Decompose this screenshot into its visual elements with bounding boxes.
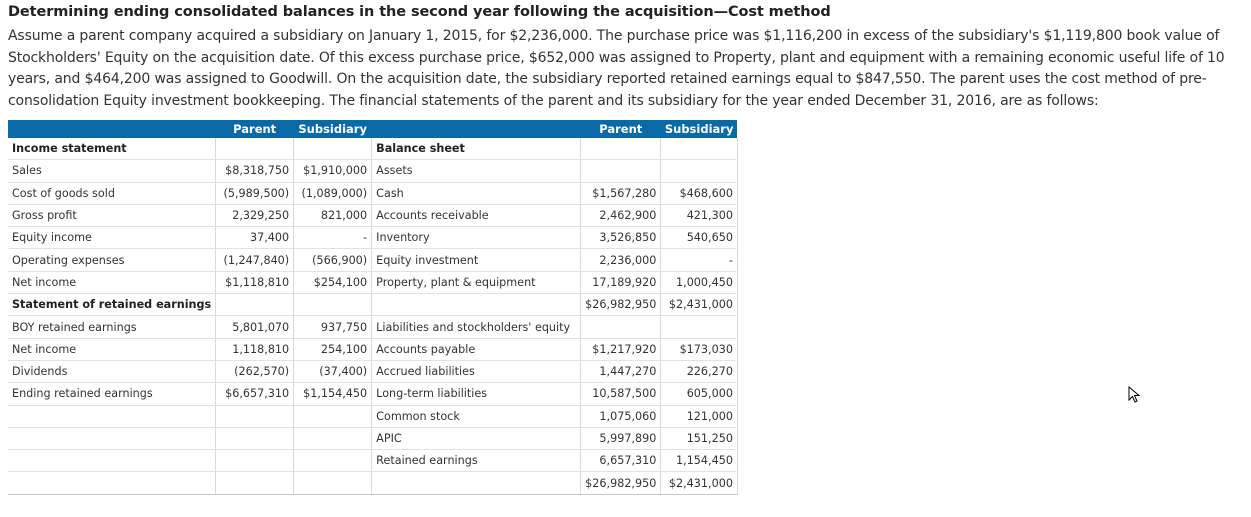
table-cell: $468,600 (661, 182, 738, 204)
table-cell: BOY retained earnings (8, 316, 216, 338)
table-row (8, 227, 737, 249)
table-cell: Inventory (372, 227, 581, 249)
table-cell (216, 472, 294, 494)
table-cell: Property, plant & equipment (372, 271, 581, 293)
table-row (8, 316, 737, 338)
table-cell: 6,657,310 (581, 450, 661, 472)
table-cell: (566,900) (294, 249, 372, 271)
table-cell (294, 427, 372, 449)
table-cell: $8,318,750 (216, 160, 294, 182)
table-cell: $2,431,000 (661, 294, 738, 316)
header-subsidiary-2: Subsidiary (661, 120, 738, 138)
table-cell: 151,250 (661, 427, 738, 449)
table-cell: 2,462,900 (581, 204, 661, 226)
table-cell: Ending retained earnings (8, 383, 216, 405)
table-cell: $26,982,950 (581, 294, 661, 316)
table-cell: Accrued liabilities (372, 360, 581, 382)
table-cell (294, 138, 372, 160)
table-cell: Cost of goods sold (8, 182, 216, 204)
table-cell: 1,000,450 (661, 271, 738, 293)
table-cell: $1,567,280 (581, 182, 661, 204)
table-cell (294, 405, 372, 427)
table-row (8, 138, 737, 160)
table-cell (581, 138, 661, 160)
table-cell: $1,217,920 (581, 338, 661, 360)
table-cell: $26,982,950 (581, 472, 661, 494)
table-cell: $254,100 (294, 271, 372, 293)
table-cell (216, 450, 294, 472)
table-cell: 937,750 (294, 316, 372, 338)
financial-statements-table (8, 120, 738, 495)
table-cell: 421,300 (661, 204, 738, 226)
table-row (8, 271, 737, 293)
table-cell (216, 405, 294, 427)
table-cell: Balance sheet (372, 138, 581, 160)
table-cell: (262,570) (216, 360, 294, 382)
table-cell (8, 427, 216, 449)
table-cell (216, 294, 294, 316)
table-cell: 226,270 (661, 360, 738, 382)
table-cell: Income statement (8, 138, 216, 160)
table-cell: 2,329,250 (216, 204, 294, 226)
table-row (8, 204, 737, 226)
table-cell: Net income (8, 271, 216, 293)
table-row (8, 450, 737, 472)
table-cell: 1,154,450 (661, 450, 738, 472)
table-cell (294, 472, 372, 494)
header-blank-right (372, 120, 581, 138)
table-cell: (37,400) (294, 360, 372, 382)
table-cell: - (661, 249, 738, 271)
table-row (8, 160, 737, 182)
table-cell: 1,447,270 (581, 360, 661, 382)
table-row (8, 338, 737, 360)
table-cell: Gross profit (8, 204, 216, 226)
header-parent-2: Parent (581, 120, 661, 138)
table-cell (216, 427, 294, 449)
table-cell (216, 138, 294, 160)
table-row (8, 294, 737, 316)
table-cell: $2,431,000 (661, 472, 738, 494)
header-parent: Parent (216, 120, 294, 138)
table-cell: Liabilities and stockholders' equity (372, 316, 581, 338)
table-cell: $1,154,450 (294, 383, 372, 405)
table-cell (581, 160, 661, 182)
table-cell: 605,000 (661, 383, 738, 405)
table-cell: 254,100 (294, 338, 372, 360)
table-cell (661, 316, 738, 338)
table-cell: 2,236,000 (581, 249, 661, 271)
table-cell: (5,989,500) (216, 182, 294, 204)
table-cell: Common stock (372, 405, 581, 427)
table-cell: - (294, 227, 372, 249)
table-cell: (1,247,840) (216, 249, 294, 271)
header-blank-left (8, 120, 216, 138)
table-cell: Equity income (8, 227, 216, 249)
table-cell: 5,997,890 (581, 427, 661, 449)
table-cell: Accounts receivable (372, 204, 581, 226)
problem-description: Assume a parent company acquired a subsidiary on January 1, 2015, for $2,236,000. The purchase price was $1,116,200 in excess of the subsidiary's $1,119,800 book value of Stockholders' Equity on the acquisition date. Of this excess purchase price, $652,000 was assigned to Property, plant and equipment with a remaining economic useful life of 10 years, and $464,200 was assigned to Goodwill. On the acquisition date, the subsidiary reported retained earnings equal to $847,550. The parent uses the cost method of pre-consolidation Equity investment bookkeeping. The financial statements of the parent and its subsidiary for the year ended December 31, 2016, are as follows: (8, 28, 1225, 109)
table-cell: 3,526,850 (581, 227, 661, 249)
table-cell: Retained earnings (372, 450, 581, 472)
table-cell: Dividends (8, 360, 216, 382)
table-cell (581, 316, 661, 338)
table-cell (8, 472, 216, 494)
table-cell (294, 450, 372, 472)
table-row (8, 249, 737, 271)
table-cell: 1,075,060 (581, 405, 661, 427)
table-cell: Operating expenses (8, 249, 216, 271)
table-cell: Statement of retained earnings (8, 294, 216, 316)
table-cell: Cash (372, 182, 581, 204)
table-cell: (1,089,000) (294, 182, 372, 204)
table-cell: 121,000 (661, 405, 738, 427)
table-cell: 821,000 (294, 204, 372, 226)
table-cell: $173,030 (661, 338, 738, 360)
table-row (8, 405, 737, 427)
table-cell: Accounts payable (372, 338, 581, 360)
table-cell (8, 450, 216, 472)
table-cell (8, 405, 216, 427)
table-cell: Assets (372, 160, 581, 182)
table-row (8, 427, 737, 449)
table-header-row (8, 120, 737, 138)
table-cell: 5,801,070 (216, 316, 294, 338)
table-cell: 10,587,500 (581, 383, 661, 405)
table-row (8, 383, 737, 405)
table-cell (372, 294, 581, 316)
table-cell: Sales (8, 160, 216, 182)
table-cell (661, 138, 738, 160)
table-cell (294, 294, 372, 316)
header-subsidiary: Subsidiary (294, 120, 372, 138)
page-title: Determining ending consolidated balances in the second year following the acquisition—Cost method (8, 4, 831, 20)
table-cell: 37,400 (216, 227, 294, 249)
table-cell: 540,650 (661, 227, 738, 249)
table-cell: Equity investment (372, 249, 581, 271)
table-row (8, 182, 737, 204)
table-cell: $6,657,310 (216, 383, 294, 405)
table-cell: Long-term liabilities (372, 383, 581, 405)
table-cell: APIC (372, 427, 581, 449)
mouse-cursor-icon (1128, 386, 1142, 404)
table-cell (661, 160, 738, 182)
table-cell: $1,910,000 (294, 160, 372, 182)
table-row (8, 360, 737, 382)
table-cell: 17,189,920 (581, 271, 661, 293)
table-cell: $1,118,810 (216, 271, 294, 293)
table-cell: 1,118,810 (216, 338, 294, 360)
table-row (8, 472, 737, 494)
table-cell: Net income (8, 338, 216, 360)
table-cell (372, 472, 581, 494)
